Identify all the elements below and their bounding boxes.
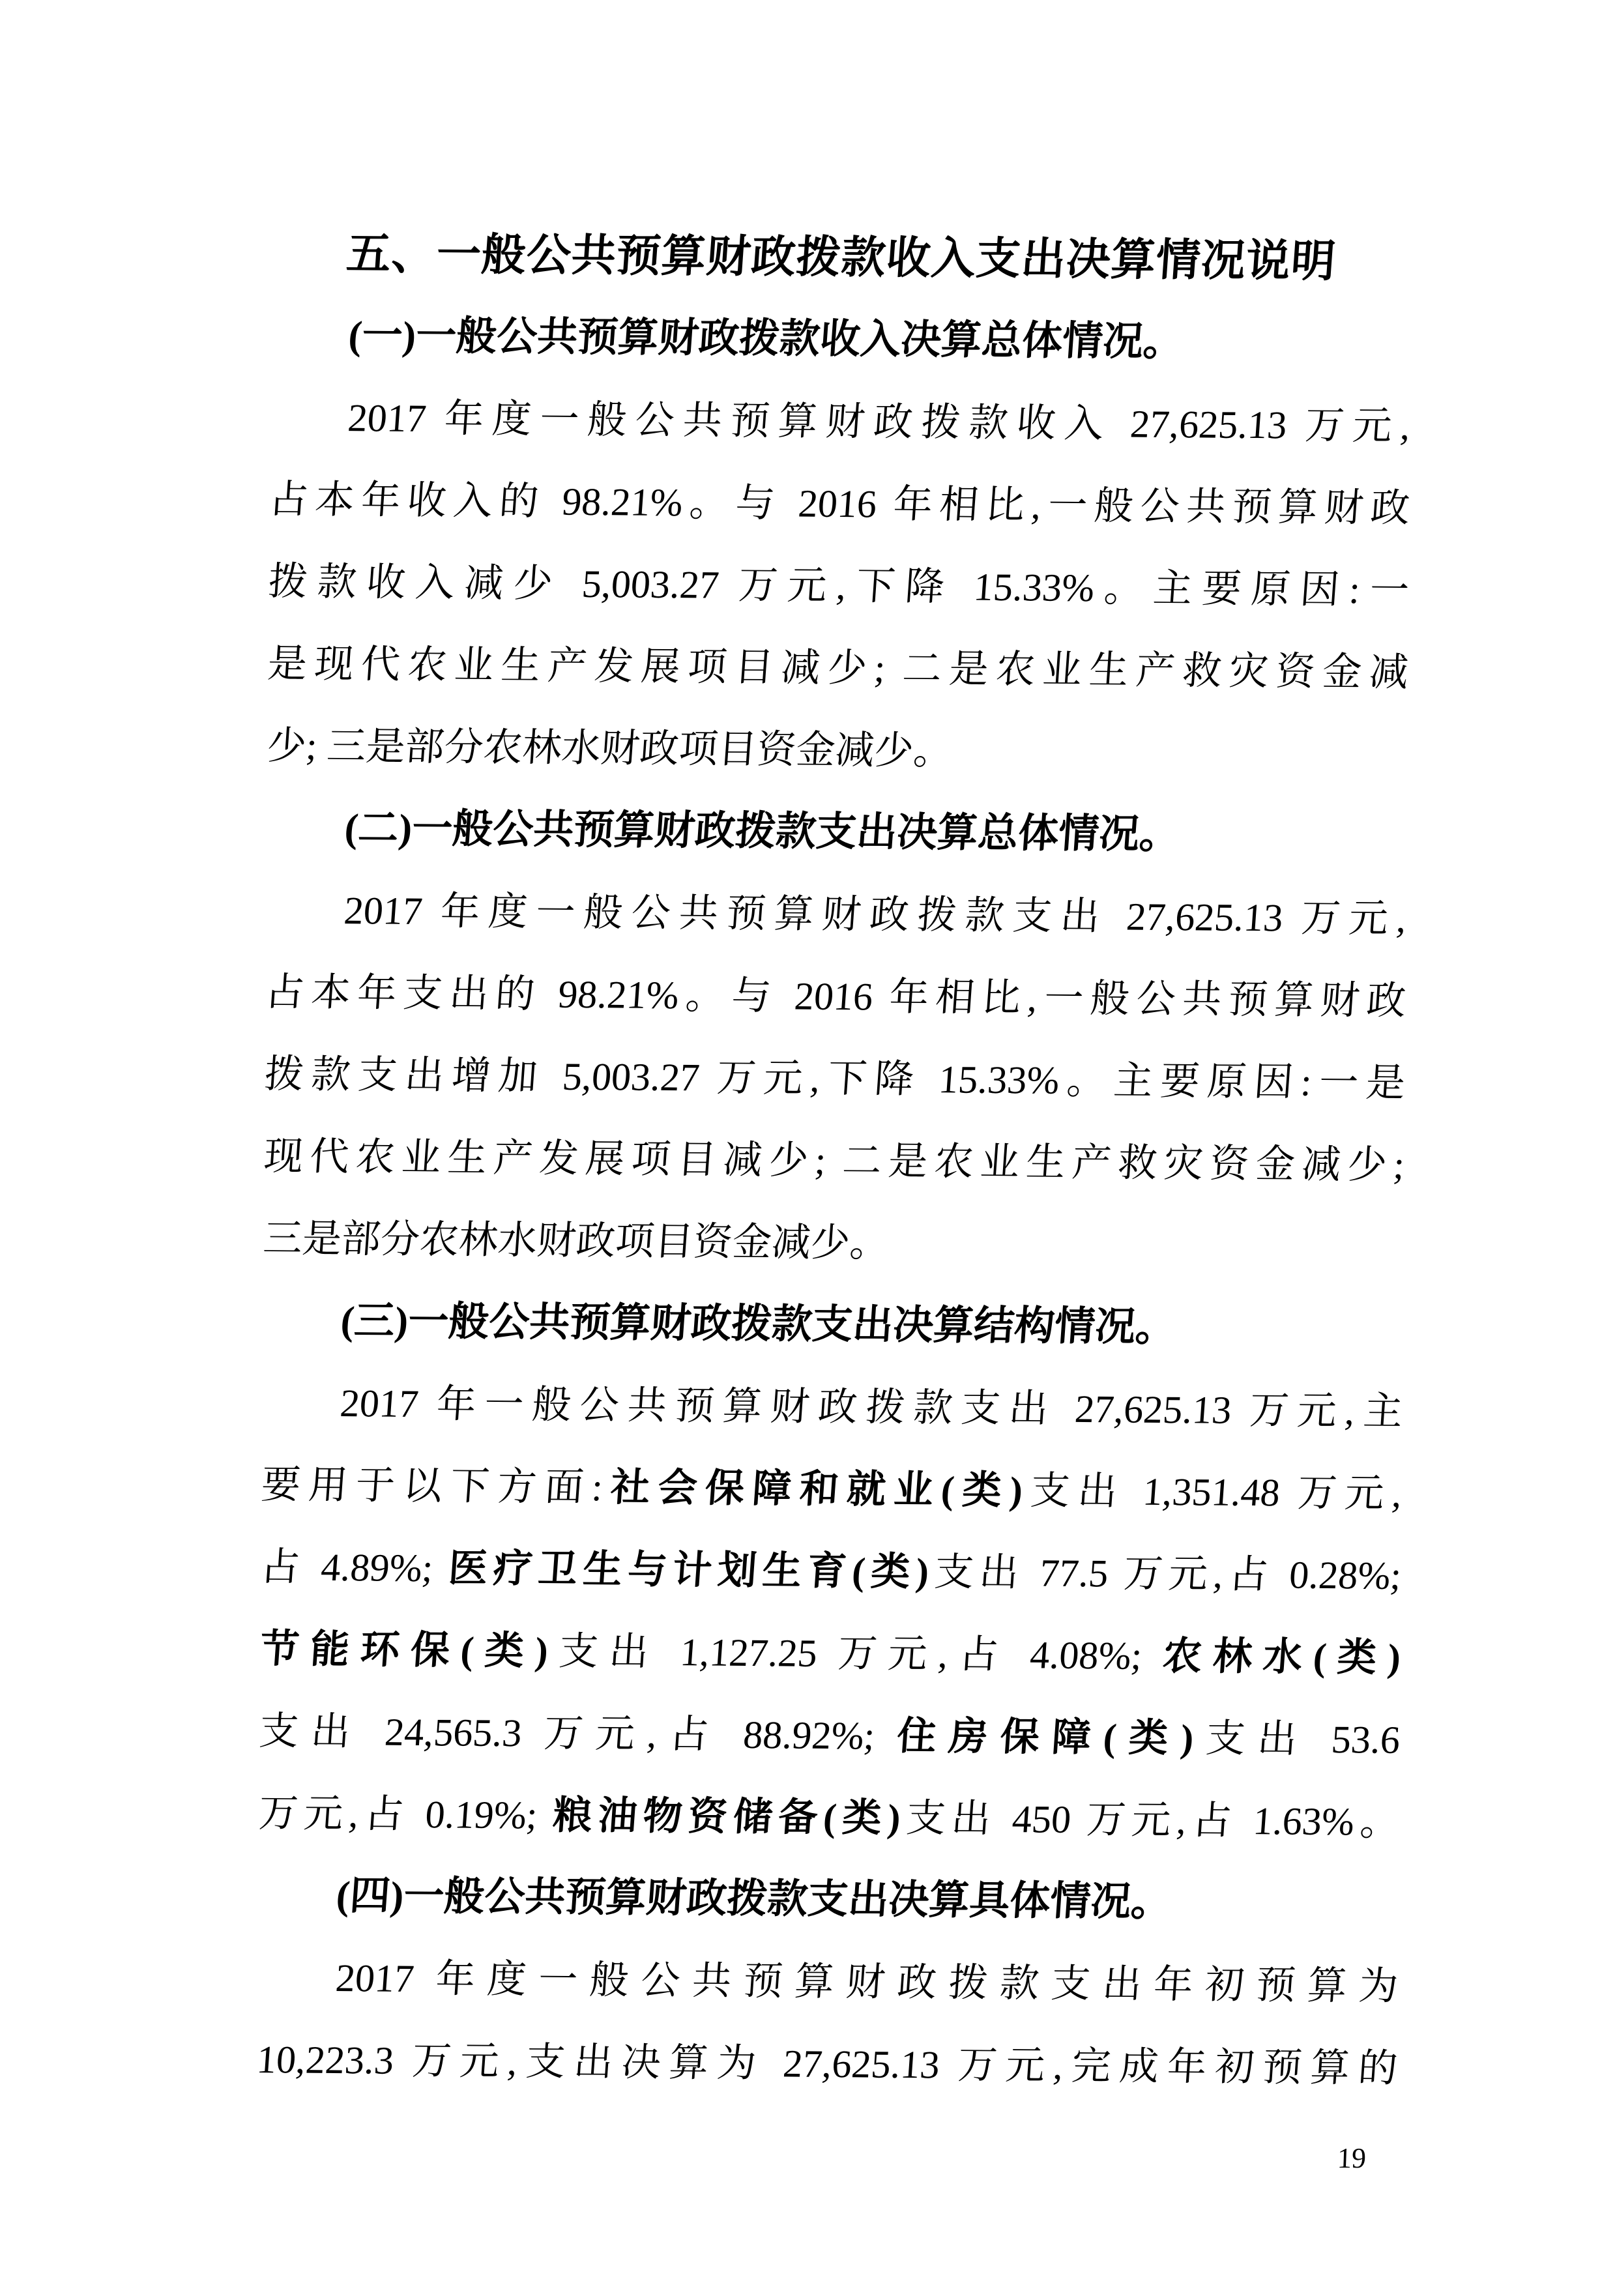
text-segment: 拨款收入减少 5,003.27 万元,下降 15.33%。主要原因:一 [267,560,1411,612]
text-segment: 支出 77.5 万元,占 0.28%; [927,1550,1403,1597]
section-heading [264,787,1410,878]
section-heading [255,1854,1402,1945]
body-text-line [265,705,1411,796]
body-text-line [267,376,1413,467]
body-text-line [265,540,1412,632]
body-text-line [263,951,1409,1042]
section-heading [267,294,1414,385]
text-segment: 2017 年度一般公共预算财政拨款支出年初预算为 [334,1956,1400,2008]
body-text-line [257,1690,1403,1781]
body-text-line [265,622,1412,714]
text-segment: 支出 1,351.48 万元, [1021,1469,1404,1515]
bold-category-text: 医疗卫生与计划生育(类) [446,1547,931,1594]
bold-category-text: 粮油物资储备(类) [551,1794,902,1840]
text-segment: 三是部分农林水财政项目资金减少。 [261,1217,891,1265]
text-segment: 占本年收入的 98.21%。与 2016 年相比,一般公共预算财政 [267,478,1412,530]
body-text-line [263,869,1410,960]
body-text-line [254,2018,1401,2110]
text-segment: 支出 450 万元,占 1.63%。 [899,1796,1401,1844]
body-text-line [262,1033,1408,1124]
body-text-line [255,1936,1401,2027]
text-segment: (三)一般公共预算财政拨款支出决算结构情况。 [339,1299,1178,1350]
text-segment: 要用于以下方面: [259,1463,605,1509]
text-segment: 现代农业生产发展项目减少; 二是农业生产救灾资金减少; [262,1135,1406,1187]
text-segment: 10,223.3 万元,支出决算为 27,625.13 万元,完成年初预算的 [255,2038,1399,2090]
document-title [268,212,1414,303]
text-segment: (一)一般公共预算财政拨款收入决算总体情况。 [347,313,1186,365]
text-segment: 2017 年度一般公共预算财政拨款收入 27,625.13 万元, [346,396,1412,448]
text-segment: 五、一般公共预算财政拨款收入支出决算情况说明 [345,229,1338,286]
text-segment: 2017 年度一般公共预算财政拨款支出 27,625.13 万元, [342,889,1408,940]
text-segment: 拨款支出增加 5,003.27 万元,下降 15.33%。主要原因:一是 [263,1053,1407,1105]
body-text-line [266,458,1412,549]
body-text-line [256,1772,1403,1863]
bold-category-text: 社会保障和就业(类) [601,1466,1025,1513]
text-segment: 支出 53.6 [1192,1717,1402,1762]
body-text-line [257,1608,1404,1699]
section-heading [260,1279,1406,1371]
page-number: 19 [1337,2142,1367,2174]
body-text-line [261,1115,1408,1206]
bold-category-text: 住房保障(类) [895,1714,1195,1760]
bold-category-text: 节能环保(类) [258,1627,550,1673]
text-segment: 2017 年一般公共预算财政拨款支出 27,625.13 万元,主 [338,1382,1404,1433]
text-segment: 支出 24,565.3 万元,占 88.92%; [257,1709,899,1758]
body-text-line [261,1197,1407,1288]
text-segment: (二)一般公共预算财政拨款支出决算总体情况。 [343,806,1182,858]
text-segment: 是现代农业生产发展项目减少; 二是农业生产救灾资金减 [266,642,1410,694]
text-segment: (四)一般公共预算财政拨款支出决算具体情况。 [334,1874,1173,1925]
text-segment: 支出 1,127.25 万元,占 4.08%; [546,1629,1165,1678]
bold-category-text: 农林水(类) [1161,1635,1403,1679]
text-segment: 占本年支出的 98.21%。与 2016 年相比,一般公共预算财政 [263,970,1408,1023]
body-text-line [258,1526,1404,1617]
text-segment: 万元,占 0.19%; [257,1792,555,1837]
document-lines [257,212,1412,2110]
text-segment: 占 4.89%; [259,1545,450,1590]
text-segment: 少; 三是部分农林水财政项目资金减少。 [265,724,954,773]
body-text-line [259,1361,1406,1453]
body-text-line [259,1444,1405,1535]
